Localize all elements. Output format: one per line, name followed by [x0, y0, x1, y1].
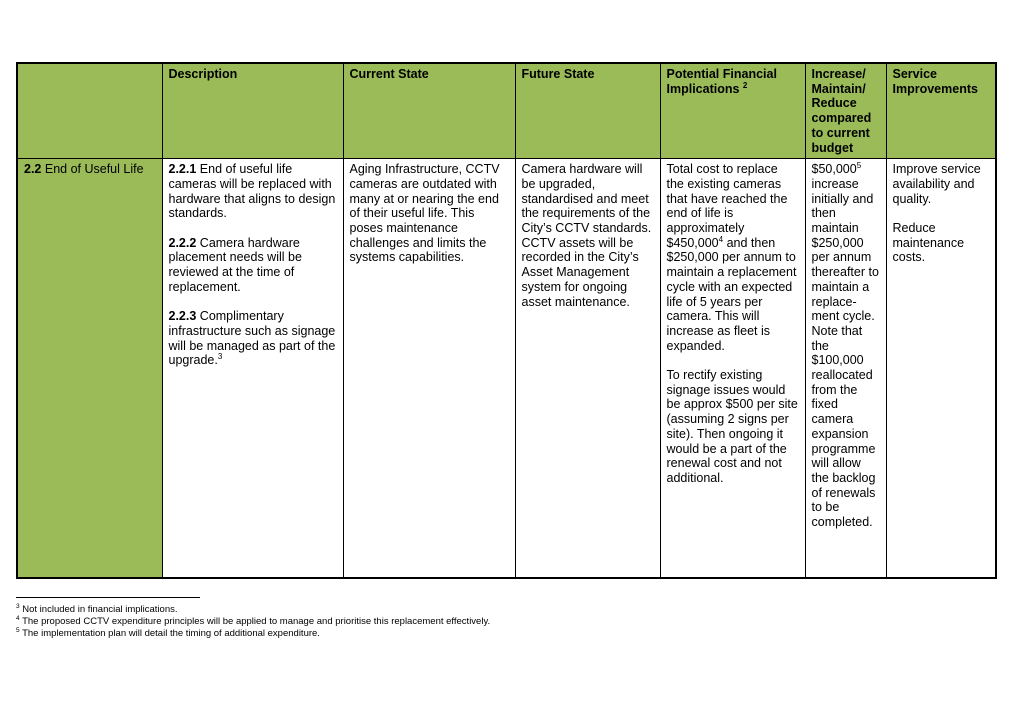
footnote-number: 5 — [16, 626, 20, 634]
current-state-cell — [343, 159, 515, 579]
footnotes — [16, 604, 490, 640]
footnote-text: Not included in financial implications. — [19, 604, 178, 615]
section-number: 2.2 — [24, 162, 42, 177]
item-number: 2.2.2 — [168, 235, 197, 250]
service-cell — [886, 159, 996, 579]
footnote-5 — [16, 628, 490, 640]
footnote-number: 4 — [16, 614, 20, 622]
budget-text: increase initially and then maintain $250,000 per annum thereafter to maintain a replace-ment cycle. Note that the $100,000 reallocated from the fixed camera expansion programme will allow the backlog of renewals to be completed. — [811, 176, 879, 530]
item-text: End of useful life cameras will be replaced with hardware that aligns to design standards. — [168, 162, 336, 221]
footnote-ref-5: 5 — [856, 161, 862, 171]
current-state-text: Aging Infrastructure, CCTV cameras are outdated with many at or nearing the end of their useful life. This poses maintenance challenges and limits the systems capabilities. — [349, 162, 500, 265]
table-row — [17, 159, 996, 579]
description-cell — [162, 159, 343, 579]
financial-cell — [660, 159, 805, 579]
section-cell — [17, 159, 162, 579]
financial-text-1 — [667, 162, 799, 353]
future-state-text-1: Camera hardware will be upgraded, standardised and meet the requirements of the City’s CCTV standards. — [521, 162, 652, 236]
footnote-ref-2: 2 — [742, 80, 748, 90]
footnote-4 — [16, 616, 490, 628]
budget-amount: $50,000 — [811, 162, 857, 177]
footnote-ref-4: 4 — [718, 234, 724, 244]
service-text-2: Reduce maintenance costs. — [892, 221, 965, 265]
footnote-ref-3: 3 — [217, 352, 223, 362]
description-item-1 — [169, 162, 337, 221]
footnote-divider — [16, 597, 200, 598]
header-financial-label: Potential Financial Implications — [666, 67, 777, 96]
header-current-state: Current State — [343, 63, 515, 159]
header-empty-cell — [17, 63, 162, 159]
header-service-improvements: Service Improvements — [886, 63, 996, 159]
future-state-text-2: CCTV assets will be recorded in the City’s Asset Management system for ongoing asset maintenance. — [521, 235, 639, 309]
item-text: Complimentary infrastructure such as signage will be managed as part of the upgrade. — [168, 309, 336, 368]
item-number: 2.2.1 — [168, 162, 197, 177]
budget-cell — [805, 159, 886, 579]
item-number: 2.2.3 — [168, 309, 197, 324]
financial-text-1a: Total cost to replace the existing cameras that have reached the end of life is approximately $450,000 — [666, 162, 788, 250]
service-text-1: Improve service availability and quality. — [892, 162, 981, 206]
header-row — [17, 63, 996, 159]
footnote-text: The implementation plan will detail the timing of additional expenditure. — [19, 628, 320, 639]
description-item-2 — [169, 236, 337, 295]
footnote-text: The proposed CCTV expenditure principles will be applied to manage and prioritise this replacement effectively. — [19, 616, 491, 627]
header-financial-implications — [660, 63, 805, 159]
item-text: Camera hardware placement needs will be reviewed at the time of replacement. — [168, 235, 302, 294]
footnote-3 — [16, 604, 490, 616]
header-budget-change: Increase/ Maintain/ Reduce compared to current budget — [805, 63, 886, 159]
footnote-number: 3 — [16, 602, 20, 610]
strategy-table — [16, 62, 997, 579]
financial-text-1b: and then $250,000 per annum to maintain a replacement cycle with an expected life of 5 years per camera. This will increase as fleet is expanded. — [666, 235, 797, 353]
financial-text-2: To rectify existing signage issues would be approx $500 per site (assuming 2 signs per site). Then ongoing it would be a part of the renewal cost and not additional. — [666, 368, 798, 485]
header-future-state: Future State — [515, 63, 660, 159]
header-description: Description — [162, 63, 343, 159]
future-state-cell — [515, 159, 660, 579]
section-title: End of Useful Life — [41, 162, 144, 177]
description-item-3 — [169, 309, 337, 368]
